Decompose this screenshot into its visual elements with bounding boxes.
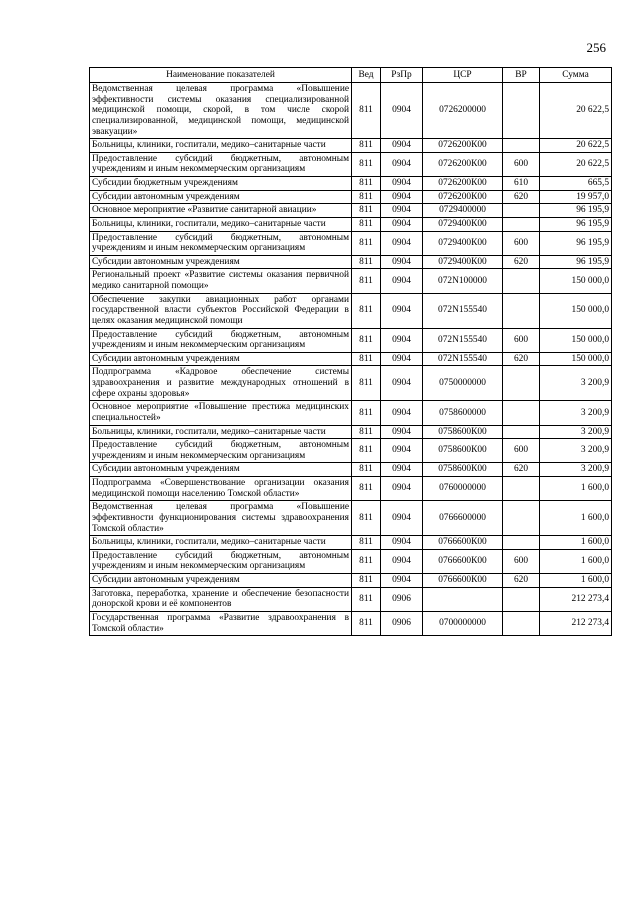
cell-sum: 150 000,0 — [540, 328, 612, 352]
cell-rzpr: 0904 — [381, 83, 423, 139]
cell-rzpr: 0904 — [381, 293, 423, 328]
cell-name: Больницы, клиники, госпитали, медико–санитарные части — [90, 536, 352, 550]
cell-name: Больницы, клиники, госпитали, медико–санитарные части — [90, 139, 352, 153]
cell-ved: 811 — [352, 269, 381, 293]
cell-ved: 811 — [352, 231, 381, 255]
cell-name: Региональный проект «Развитие системы оказания первичной медико санитарной помощи» — [90, 269, 352, 293]
cell-csr: 0726200К00 — [423, 190, 503, 204]
table-row — [90, 204, 612, 218]
cell-ved: 811 — [352, 477, 381, 501]
cell-csr: 072N100000 — [423, 269, 503, 293]
table-row — [90, 587, 612, 611]
cell-csr: 0729400К00 — [423, 217, 503, 231]
cell-csr: 0700000000 — [423, 611, 503, 635]
table-body — [90, 83, 612, 636]
cell-name: Предоставление субсидий бюджетным, автономным учреждениям и иным некоммерческим организациям — [90, 439, 352, 463]
table-row — [90, 425, 612, 439]
cell-vr: 600 — [503, 549, 540, 573]
header-name: Наименование показателей — [90, 68, 352, 83]
cell-vr — [503, 293, 540, 328]
cell-vr: 600 — [503, 152, 540, 176]
cell-csr: 072N155540 — [423, 328, 503, 352]
cell-sum: 3 200,9 — [540, 425, 612, 439]
cell-vr — [503, 401, 540, 425]
header-sum: Сумма — [540, 68, 612, 83]
cell-rzpr: 0904 — [381, 139, 423, 153]
header-csr: ЦСР — [423, 68, 503, 83]
cell-rzpr: 0904 — [381, 463, 423, 477]
cell-csr: 0726200К00 — [423, 177, 503, 191]
cell-name: Основное мероприятие «Развитие санитарной авиации» — [90, 204, 352, 218]
cell-ved: 811 — [352, 190, 381, 204]
cell-ved: 811 — [352, 425, 381, 439]
cell-csr — [423, 587, 503, 611]
table-row — [90, 139, 612, 153]
table-row — [90, 574, 612, 588]
cell-rzpr: 0904 — [381, 231, 423, 255]
cell-sum: 3 200,9 — [540, 439, 612, 463]
cell-sum: 150 000,0 — [540, 352, 612, 366]
cell-sum: 212 273,4 — [540, 587, 612, 611]
cell-csr: 0766600К00 — [423, 574, 503, 588]
cell-ved: 811 — [352, 352, 381, 366]
cell-rzpr: 0904 — [381, 536, 423, 550]
cell-rzpr: 0904 — [381, 477, 423, 501]
table-row — [90, 366, 612, 401]
cell-csr: 0729400000 — [423, 204, 503, 218]
cell-vr — [503, 217, 540, 231]
table-row — [90, 269, 612, 293]
page-number: 256 — [586, 40, 606, 55]
cell-vr: 600 — [503, 231, 540, 255]
cell-vr: 600 — [503, 439, 540, 463]
cell-vr — [503, 366, 540, 401]
header-vr: ВР — [503, 68, 540, 83]
cell-rzpr: 0904 — [381, 328, 423, 352]
cell-ved: 811 — [352, 366, 381, 401]
cell-sum: 96 195,9 — [540, 231, 612, 255]
cell-csr: 0760000000 — [423, 477, 503, 501]
table-row — [90, 255, 612, 269]
cell-sum: 96 195,9 — [540, 204, 612, 218]
cell-rzpr: 0904 — [381, 352, 423, 366]
cell-sum: 3 200,9 — [540, 366, 612, 401]
cell-rzpr: 0904 — [381, 217, 423, 231]
cell-ved: 811 — [352, 255, 381, 269]
cell-ved: 811 — [352, 217, 381, 231]
cell-sum: 665,5 — [540, 177, 612, 191]
cell-rzpr: 0904 — [381, 574, 423, 588]
table-row — [90, 217, 612, 231]
cell-name: Государственная программа «Развитие здравоохранения в Томской области» — [90, 611, 352, 635]
cell-vr — [503, 204, 540, 218]
cell-sum: 20 622,5 — [540, 152, 612, 176]
table-row — [90, 439, 612, 463]
cell-vr — [503, 139, 540, 153]
cell-name: Субсидии автономным учреждениям — [90, 463, 352, 477]
table-row — [90, 549, 612, 573]
cell-name: Больницы, клиники, госпитали, медико–санитарные части — [90, 425, 352, 439]
cell-rzpr: 0906 — [381, 611, 423, 635]
cell-name: Субсидии бюджетным учреждениям — [90, 177, 352, 191]
cell-ved: 811 — [352, 587, 381, 611]
cell-sum: 1 600,0 — [540, 501, 612, 536]
cell-vr — [503, 83, 540, 139]
cell-sum: 3 200,9 — [540, 401, 612, 425]
table-row — [90, 401, 612, 425]
table-row — [90, 83, 612, 139]
cell-name: Предоставление субсидий бюджетным, автономным учреждениям и иным некоммерческим организациям — [90, 328, 352, 352]
cell-name: Подпрограмма «Совершенствование организации оказания медицинской помощи населению Томской области» — [90, 477, 352, 501]
cell-ved: 811 — [352, 83, 381, 139]
cell-rzpr: 0904 — [381, 204, 423, 218]
cell-ved: 811 — [352, 549, 381, 573]
cell-csr: 0726200К00 — [423, 139, 503, 153]
cell-name: Больницы, клиники, госпитали, медико–санитарные части — [90, 217, 352, 231]
cell-sum: 20 622,5 — [540, 139, 612, 153]
table-row — [90, 177, 612, 191]
cell-csr: 0726200000 — [423, 83, 503, 139]
cell-vr: 620 — [503, 352, 540, 366]
table-row — [90, 352, 612, 366]
cell-sum: 1 600,0 — [540, 549, 612, 573]
cell-ved: 811 — [352, 401, 381, 425]
cell-ved: 811 — [352, 293, 381, 328]
cell-sum: 150 000,0 — [540, 269, 612, 293]
cell-sum: 96 195,9 — [540, 217, 612, 231]
cell-csr: 0729400К00 — [423, 255, 503, 269]
budget-table — [89, 67, 612, 636]
cell-sum: 150 000,0 — [540, 293, 612, 328]
cell-ved: 811 — [352, 463, 381, 477]
cell-ved: 811 — [352, 204, 381, 218]
cell-csr: 072N155540 — [423, 293, 503, 328]
table-row — [90, 231, 612, 255]
cell-rzpr: 0904 — [381, 255, 423, 269]
cell-sum: 1 600,0 — [540, 477, 612, 501]
cell-name: Субсидии автономным учреждениям — [90, 352, 352, 366]
cell-csr: 0766600000 — [423, 501, 503, 536]
cell-vr — [503, 587, 540, 611]
cell-vr: 620 — [503, 255, 540, 269]
cell-vr: 600 — [503, 328, 540, 352]
cell-name: Обеспечение закупки авиационных работ органами государственной власти субъектов Российской Федерации в целях оказания медицинской помощи — [90, 293, 352, 328]
cell-csr: 0758600К00 — [423, 439, 503, 463]
table-row — [90, 152, 612, 176]
cell-name: Ведомственная целевая программа «Повышение эффективности системы оказания специализированной медицинской помощи, скорой, в том числе скорой специализированной, медицинской помощи, медицинской эвакуации» — [90, 83, 352, 139]
cell-ved: 811 — [352, 501, 381, 536]
cell-name: Подпрограмма «Кадровое обеспечение системы здравоохранения и развитие международных отношений в сфере охраны здоровья» — [90, 366, 352, 401]
cell-vr: 620 — [503, 574, 540, 588]
cell-name: Ведомственная целевая программа «Повышение эффективности функционирования системы здравоохранения Томской области» — [90, 501, 352, 536]
cell-vr: 620 — [503, 190, 540, 204]
cell-rzpr: 0904 — [381, 177, 423, 191]
cell-rzpr: 0906 — [381, 587, 423, 611]
cell-csr: 0758600К00 — [423, 463, 503, 477]
cell-rzpr: 0904 — [381, 401, 423, 425]
cell-sum: 1 600,0 — [540, 536, 612, 550]
cell-csr: 0766600К00 — [423, 536, 503, 550]
cell-name: Предоставление субсидий бюджетным, автономным учреждениям и иным некоммерческим организациям — [90, 549, 352, 573]
cell-name: Предоставление субсидий бюджетным, автономным учреждениям и иным некоммерческим организациям — [90, 231, 352, 255]
cell-ved: 811 — [352, 439, 381, 463]
cell-csr: 0758600К00 — [423, 425, 503, 439]
cell-vr — [503, 425, 540, 439]
cell-name: Заготовка, переработка, хранение и обеспечение безопасности донорской крови и её компонентов — [90, 587, 352, 611]
cell-rzpr: 0904 — [381, 269, 423, 293]
cell-csr: 0729400К00 — [423, 231, 503, 255]
cell-name: Субсидии автономным учреждениям — [90, 255, 352, 269]
cell-sum: 19 957,0 — [540, 190, 612, 204]
cell-rzpr: 0904 — [381, 152, 423, 176]
table-row — [90, 536, 612, 550]
cell-vr: 610 — [503, 177, 540, 191]
table-row — [90, 190, 612, 204]
header-ved: Вед — [352, 68, 381, 83]
cell-vr — [503, 501, 540, 536]
cell-vr: 620 — [503, 463, 540, 477]
cell-rzpr: 0904 — [381, 190, 423, 204]
table-row — [90, 293, 612, 328]
cell-csr: 072N155540 — [423, 352, 503, 366]
table-header-row — [90, 68, 612, 83]
cell-csr: 0750000000 — [423, 366, 503, 401]
cell-sum: 20 622,5 — [540, 83, 612, 139]
cell-sum: 96 195,9 — [540, 255, 612, 269]
header-rzpr: РзПр — [381, 68, 423, 83]
cell-sum: 1 600,0 — [540, 574, 612, 588]
table-row — [90, 328, 612, 352]
cell-vr — [503, 536, 540, 550]
cell-rzpr: 0904 — [381, 425, 423, 439]
cell-csr: 0726200К00 — [423, 152, 503, 176]
table-row — [90, 611, 612, 635]
table-row — [90, 501, 612, 536]
table-row — [90, 477, 612, 501]
cell-ved: 811 — [352, 152, 381, 176]
cell-csr: 0758600000 — [423, 401, 503, 425]
cell-ved: 811 — [352, 611, 381, 635]
cell-rzpr: 0904 — [381, 501, 423, 536]
cell-ved: 811 — [352, 328, 381, 352]
cell-name: Основное мероприятие «Повышение престижа медицинских специальностей» — [90, 401, 352, 425]
cell-vr — [503, 611, 540, 635]
cell-csr: 0766600К00 — [423, 549, 503, 573]
cell-name: Субсидии автономным учреждениям — [90, 574, 352, 588]
cell-ved: 811 — [352, 536, 381, 550]
cell-ved: 811 — [352, 139, 381, 153]
cell-sum: 212 273,4 — [540, 611, 612, 635]
cell-ved: 811 — [352, 574, 381, 588]
cell-rzpr: 0904 — [381, 439, 423, 463]
cell-vr — [503, 269, 540, 293]
cell-rzpr: 0904 — [381, 549, 423, 573]
cell-name: Предоставление субсидий бюджетным, автономным учреждениям и иным некоммерческим организациям — [90, 152, 352, 176]
cell-name: Субсидии автономным учреждениям — [90, 190, 352, 204]
cell-sum: 3 200,9 — [540, 463, 612, 477]
cell-rzpr: 0904 — [381, 366, 423, 401]
cell-vr — [503, 477, 540, 501]
cell-ved: 811 — [352, 177, 381, 191]
table-row — [90, 463, 612, 477]
